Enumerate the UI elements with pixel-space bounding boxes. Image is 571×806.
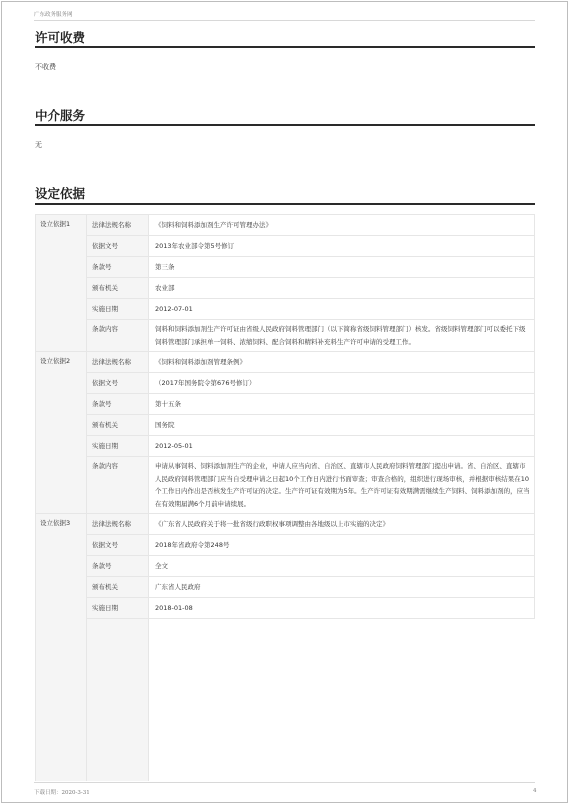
table-row [36, 556, 535, 577]
field-label: 实施日期 [87, 598, 149, 619]
field-value: 2012-05-01 [149, 436, 535, 457]
section-title-agency-service: 中介服务 [35, 108, 86, 123]
agency-service-text: 无 [35, 141, 42, 149]
section-rule [35, 46, 535, 48]
field-label: 颁布机关 [87, 415, 149, 436]
basis-table [35, 214, 535, 781]
field-value: 2018-01-08 [149, 598, 535, 619]
table-row [36, 514, 535, 535]
field-label: 颁布机关 [87, 278, 149, 299]
section-rule [35, 124, 535, 126]
field-value: 2013年农业部令第5号修订 [149, 236, 535, 257]
field-label: 条款内容 [87, 320, 149, 352]
field-value: 第三条 [149, 257, 535, 278]
section-title-license-fee: 许可收费 [35, 30, 86, 45]
field-label: 条款号 [87, 556, 149, 577]
header-rule [34, 20, 535, 21]
field-value: 申请从事饲料、饲料添加剂生产的企业，申请人应当向省、自治区、直辖市人民政府饲料管理部门提出申请。省、自治区、直辖市人民政府饲料管理部门应当自受理申请之日起10个工作日内进行书面审查；审查合格的，组织进行现场审核，并根据审核结果在10个工作日内作出是否核发生产许可证的决定。生产许可证有效期为5年。生产许可证有效期满需继续生产饲料、饲料添加剂的，应当在有效期届满6个月前申请续展。 [149, 457, 535, 514]
field-value: 饲料和饲料添加剂生产许可证由省级人民政府饲料管理部门（以下简称省级饲料管理部门）核发。省级饲料管理部门可以委托下级饲料管理部门承担单一饲料、浓缩饲料、配合饲料和精料补充料生产许可申请的受理工作。 [149, 320, 535, 352]
basis-group-label: 设立依据2 [36, 352, 87, 514]
table-row [36, 352, 535, 373]
field-value: 《饲料和饲料添加剂生产许可管理办法》 [149, 215, 535, 236]
value-filler [149, 619, 535, 782]
footer-rule [34, 782, 535, 783]
table-row [36, 415, 535, 436]
field-value: 农业部 [149, 278, 535, 299]
field-label: 条款内容 [87, 457, 149, 514]
table-row [36, 236, 535, 257]
section-rule [35, 203, 535, 205]
field-label: 法律法规名称 [87, 514, 149, 535]
field-value: 第十五条 [149, 394, 535, 415]
table-row [36, 215, 535, 236]
basis-group-label: 设立依据3 [36, 514, 87, 782]
table-row [36, 457, 535, 514]
field-label: 实施日期 [87, 436, 149, 457]
field-label: 依据文号 [87, 236, 149, 257]
table-row [36, 299, 535, 320]
field-value: 《饲料和饲料添加剂管理条例》 [149, 352, 535, 373]
field-value: 国务院 [149, 415, 535, 436]
table-row [36, 373, 535, 394]
basis-group-label: 设立依据1 [36, 215, 87, 352]
field-label: 条款号 [87, 257, 149, 278]
field-value: 《广东省人民政府关于将一批省级行政职权事项调整由各地级以上市实施的决定》 [149, 514, 535, 535]
field-label: 实施日期 [87, 299, 149, 320]
table-row [36, 577, 535, 598]
footer-download-date: 下载日期：2020-3-31 [34, 790, 90, 796]
table-filler-row [36, 619, 535, 782]
table-row [36, 598, 535, 619]
field-value: （2017年国务院令第676号修订） [149, 373, 535, 394]
field-filler [87, 619, 149, 782]
table-row [36, 436, 535, 457]
field-label: 法律法规名称 [87, 352, 149, 373]
field-value: 全文 [149, 556, 535, 577]
table-row [36, 320, 535, 352]
field-value: 2018年省政府令第248号 [149, 535, 535, 556]
license-fee-text: 不收费 [35, 63, 56, 71]
table-row [36, 535, 535, 556]
field-label: 颁布机关 [87, 577, 149, 598]
footer-page-number: 4 [533, 788, 537, 794]
table-row [36, 394, 535, 415]
section-title-basis: 设定依据 [35, 186, 86, 201]
table-row [36, 278, 535, 299]
field-label: 依据文号 [87, 373, 149, 394]
running-header: 广东政务服务网 [34, 12, 73, 18]
field-value: 广东省人民政府 [149, 577, 535, 598]
field-label: 法律法规名称 [87, 215, 149, 236]
field-value: 2012-07-01 [149, 299, 535, 320]
field-label: 条款号 [87, 394, 149, 415]
field-label: 依据文号 [87, 535, 149, 556]
table-row [36, 257, 535, 278]
